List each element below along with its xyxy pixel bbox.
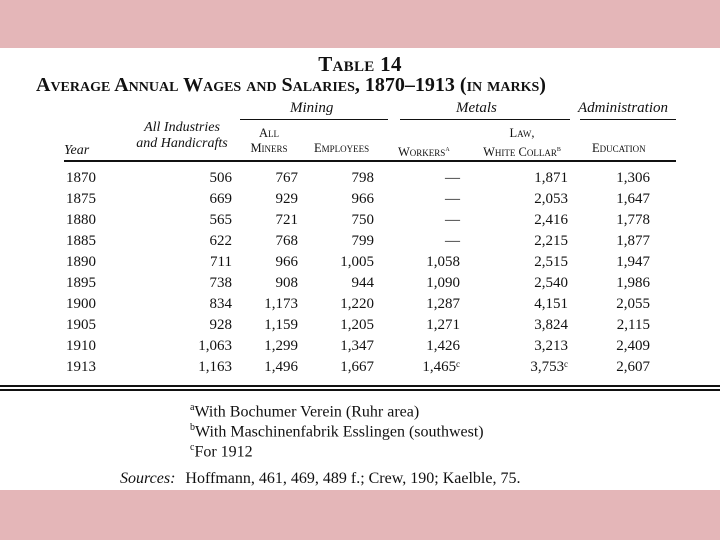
cell-law-white-collar: 3,753ᶜ <box>530 359 568 375</box>
table-row <box>66 168 650 189</box>
col-all-industries-line1: All Industries <box>144 120 220 135</box>
cell-workers: — <box>445 191 460 207</box>
document-page <box>0 48 720 490</box>
col-law-line2: White Collar <box>483 145 557 160</box>
cell-year: 1910 <box>66 338 96 354</box>
cell-law-white-collar: 2,416 <box>534 212 568 228</box>
cell-law-white-collar: 1,871 <box>534 170 568 186</box>
cell-employees: 1,205 <box>340 317 374 333</box>
cell-all-miners: 767 <box>275 170 298 186</box>
col-year: Year <box>64 143 90 158</box>
table-bottom-rule-2 <box>0 389 720 391</box>
group-metals: Metals <box>456 100 497 116</box>
cell-all-industries: 622 <box>209 233 232 249</box>
cell-all-industries: 738 <box>209 275 232 291</box>
col-law-note: b <box>556 144 561 153</box>
cell-all-miners: 1,159 <box>264 317 298 333</box>
table-title: Table 14 <box>318 52 402 76</box>
cell-employees: 750 <box>351 212 374 228</box>
footnote-a-text: With Bochumer Verein (Ruhr area) <box>194 403 420 421</box>
cell-education: 1,306 <box>616 170 650 186</box>
cell-education: 1,877 <box>616 233 650 249</box>
mining-rule <box>240 119 388 120</box>
col-workers-label: Workers <box>398 145 446 160</box>
cell-all-industries: 1,063 <box>198 338 232 354</box>
cell-employees: 1,220 <box>340 296 374 312</box>
col-all-miners-line2: Miners <box>250 141 288 155</box>
cell-workers: — <box>445 170 460 186</box>
cell-education: 2,409 <box>616 338 650 354</box>
table-row <box>66 315 650 336</box>
cell-employees: 798 <box>351 170 374 186</box>
cell-all-miners: 929 <box>275 191 298 207</box>
footnote-c-mark: c <box>190 442 195 453</box>
cell-law-white-collar: 3,213 <box>534 338 568 354</box>
cell-workers: 1,090 <box>426 275 460 291</box>
cell-all-industries: 506 <box>209 170 232 186</box>
cell-year: 1870 <box>66 170 96 186</box>
col-employees: Employees <box>314 141 370 155</box>
cell-all-industries: 669 <box>209 191 232 207</box>
footnote-b-text: With Maschinenfabrik Esslingen (southwest) <box>195 423 484 441</box>
col-all-industries-line2: and Handicrafts <box>136 136 228 151</box>
sources-label: Sources: <box>120 470 176 487</box>
cell-education: 1,986 <box>616 275 650 291</box>
table-row <box>66 273 650 294</box>
table-bottom-rule-1 <box>0 385 720 387</box>
cell-all-industries: 928 <box>209 317 232 333</box>
table-row <box>66 336 650 357</box>
cell-education: 1,778 <box>616 212 650 228</box>
cell-all-miners: 721 <box>275 212 298 228</box>
cell-law-white-collar: 2,540 <box>534 275 568 291</box>
cell-employees: 799 <box>351 233 374 249</box>
wages-table <box>66 168 650 378</box>
cell-law-white-collar: 2,215 <box>534 233 568 249</box>
cell-year: 1885 <box>66 233 96 249</box>
cell-employees: 944 <box>351 275 374 291</box>
table-subtitle: Average Annual Wages and Salaries, 1870–1913 (in marks) <box>36 74 546 96</box>
cell-all-miners: 966 <box>275 254 298 270</box>
cell-year: 1905 <box>66 317 96 333</box>
group-mining: Mining <box>290 100 334 116</box>
cell-workers: 1,465ᶜ <box>422 359 460 375</box>
cell-education: 1,647 <box>616 191 650 207</box>
cell-law-white-collar: 3,824 <box>534 317 568 333</box>
sources-text: Hoffmann, 461, 469, 489 f.; Crew, 190; Kaelble, 75. <box>185 470 521 487</box>
cell-all-industries: 1,163 <box>198 359 232 375</box>
col-all-industries <box>126 120 238 152</box>
cell-employees: 1,347 <box>340 338 374 354</box>
cell-workers: 1,271 <box>426 317 460 333</box>
cell-year: 1890 <box>66 254 96 270</box>
cell-education: 2,115 <box>616 317 650 333</box>
cell-law-white-collar: 2,515 <box>534 254 568 270</box>
cell-law-white-collar: 2,053 <box>534 191 568 207</box>
col-workers-note: a <box>445 144 450 153</box>
cell-year: 1895 <box>66 275 96 291</box>
sources-line <box>120 470 520 488</box>
table-row <box>66 252 650 273</box>
cell-employees: 966 <box>351 191 374 207</box>
cell-education: 2,055 <box>616 296 650 312</box>
cell-education: 2,607 <box>616 359 650 375</box>
footnote-c <box>190 442 253 461</box>
table-row <box>66 357 650 378</box>
cell-employees: 1,005 <box>340 254 374 270</box>
cell-employees: 1,667 <box>340 359 374 375</box>
cell-education: 1,947 <box>616 254 650 270</box>
cell-all-industries: 834 <box>209 296 232 312</box>
administration-rule <box>580 119 676 120</box>
cell-year: 1880 <box>66 212 96 228</box>
cell-year: 1900 <box>66 296 96 312</box>
cell-all-miners: 1,496 <box>264 359 298 375</box>
header-rule <box>64 160 676 162</box>
col-all-miners-line1: All <box>258 126 280 140</box>
cell-all-miners: 1,299 <box>264 338 298 354</box>
cell-all-industries: 565 <box>209 212 232 228</box>
cell-year: 1875 <box>66 191 96 207</box>
col-workers <box>398 141 450 160</box>
footnote-b-mark: b <box>190 422 195 433</box>
footnote-c-text: For 1912 <box>194 443 253 461</box>
footnote-a <box>190 402 419 421</box>
table-row <box>66 294 650 315</box>
cell-workers: — <box>445 233 460 249</box>
col-education: Education <box>592 141 646 155</box>
cell-all-industries: 711 <box>210 254 232 270</box>
footnote-a-mark: a <box>190 402 195 413</box>
cell-workers: — <box>445 212 460 228</box>
cell-workers: 1,287 <box>426 296 460 312</box>
col-law-line1: Law, <box>509 126 535 140</box>
table-row <box>66 210 650 231</box>
cell-workers: 1,058 <box>426 254 460 270</box>
table-row <box>66 231 650 252</box>
cell-all-miners: 1,173 <box>264 296 298 312</box>
cell-law-white-collar: 4,151 <box>534 296 568 312</box>
cell-all-miners: 768 <box>275 233 298 249</box>
table-row <box>66 189 650 210</box>
cell-workers: 1,426 <box>426 338 460 354</box>
footnote-b <box>190 422 484 441</box>
cell-all-miners: 908 <box>275 275 298 291</box>
col-all-miners <box>240 126 298 156</box>
metals-rule <box>400 119 570 120</box>
cell-year: 1913 <box>66 359 96 375</box>
col-law <box>470 126 574 160</box>
group-administration: Administration <box>578 100 669 116</box>
